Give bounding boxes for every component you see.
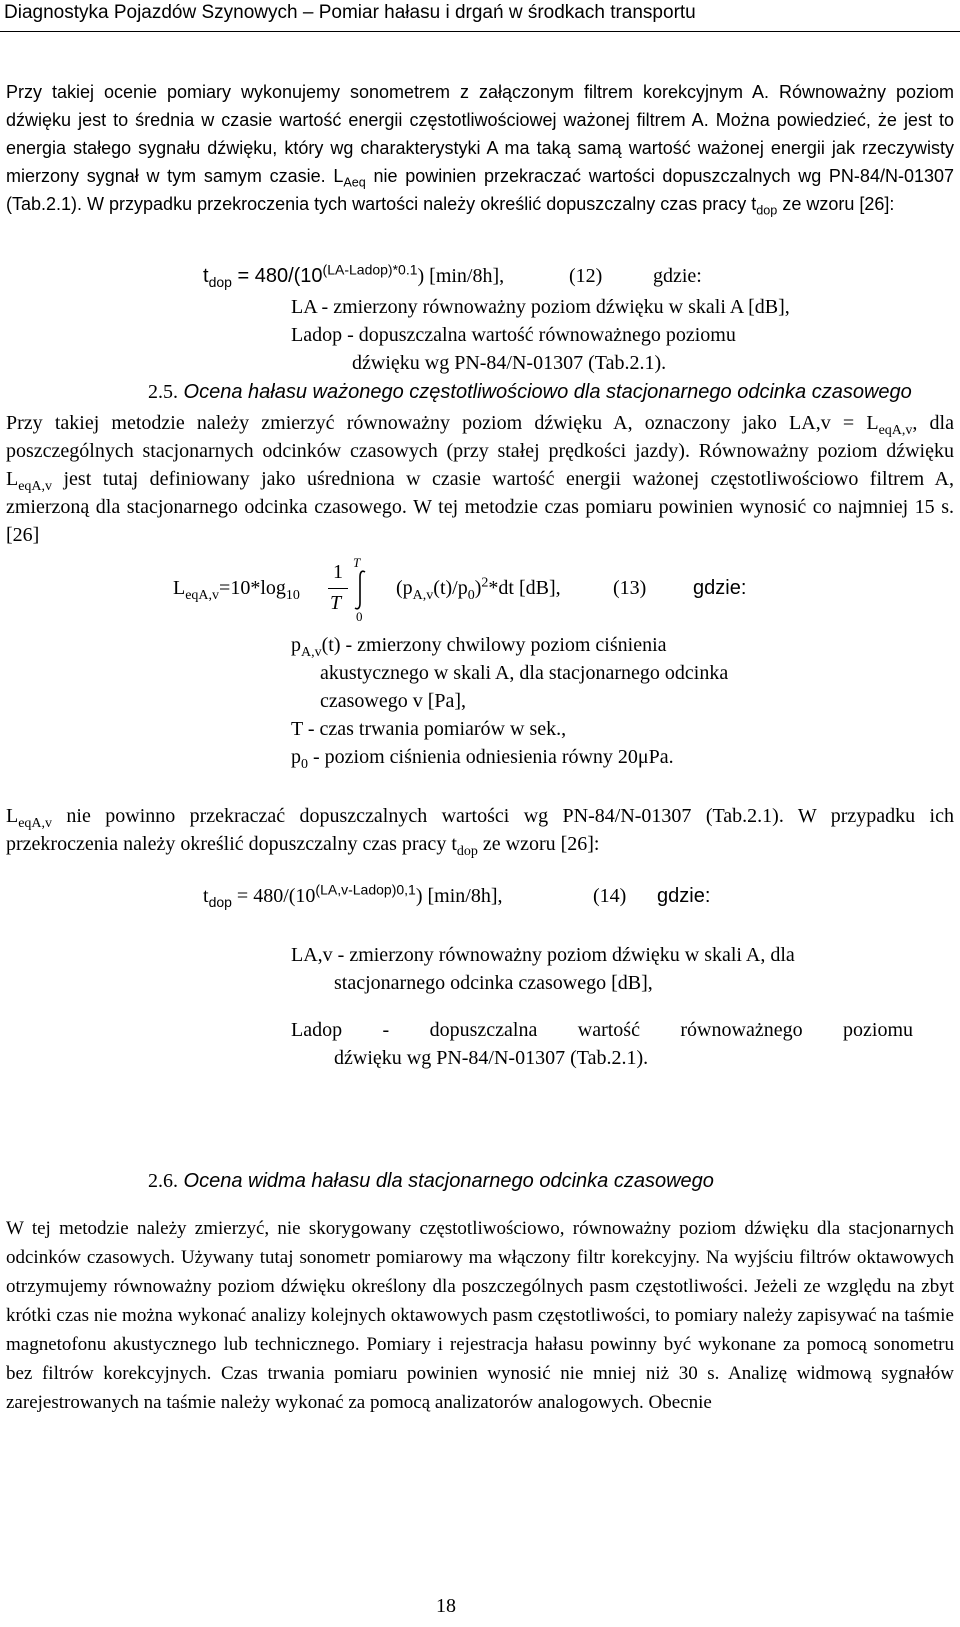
formula-13: $L_{eqA,v}=10*\log_{10}$ 1 T T 0 $(p_{A,v}(t)/p_0)^2*dt$ [dB], (13) gdzie: (173, 555, 747, 624)
formula-12: $t_{dop} = 480/(10^{(LA-Ladop)*0.1})$ [min/8h], (203, 261, 505, 290)
integral-lower: 0 (356, 609, 363, 624)
def-ladop: Ladop - dopuszczalna wartość równoważnego poziomu (291, 324, 736, 346)
integral-sign-icon (349, 569, 371, 611)
integral-upper: T (353, 555, 361, 570)
formula-13-number: (13) (613, 577, 647, 599)
fraction-denominator: T (330, 592, 342, 614)
def-lav: LA,v - zmierzony równoważny poziom dźwięku w skali A, dla (291, 944, 795, 966)
subscript: dop (756, 203, 778, 218)
def-p-av: $p_{A,v}(t)$ - zmierzony chwilowy poziom ciśnienia (291, 634, 667, 660)
def-ladop-14-cont: dźwięku wg PN-84/N-01307 (Tab.2.1). (334, 1047, 649, 1069)
paragraph-text: nie powinien przekraczać wartości dopuszczalnych wg PN-84/N-01307 (Tab.2.1). W przypadku przekroczenia tych wartości należy określić dopuszczalny czas pracy t (6, 166, 954, 214)
section-heading-2-6: 2.6. Ocena widma hałasu dla stacjonarnego odcinka czasowego (148, 1170, 714, 1192)
paragraph-text: ze wzoru [26]: (777, 194, 895, 214)
def-ladop-14: Ladop - dopuszczalna wartość równoważnego poziomu (291, 1019, 913, 1041)
paragraph-sonometer (6, 78, 954, 218)
def-ladop-cont: dźwięku wg PN-84/N-01307 (Tab.2.1). (352, 352, 667, 374)
formula-14-where: gdzie: (657, 885, 711, 907)
def-p-av-cont-2: czasowego v [Pa], (320, 690, 467, 712)
running-header: Diagnostyka Pojazdów Szynowych – Pomiar hałasu i drgań w środkach transportu (4, 2, 696, 23)
formula-12-where: gdzie: (653, 265, 702, 287)
paragraph-leqav: $L_{eqA,v}$ nie powinno przekraczać dopuszczalnych wartości wg PN-84/N-01307 (Tab.2.1). W przypadku ich przekroczenia należy określić dopuszczalny czas pracy $t_{dop}$ ze wzoru [26]: (6, 805, 954, 859)
fraction-numerator: 1 (333, 561, 343, 583)
def-t: T - czas trwania pomiarów w sek., (291, 718, 567, 740)
def-la: LA - zmierzony równoważny poziom dźwięku w skali A [dB], (291, 296, 790, 318)
header-rule (0, 31, 960, 32)
fraction-bar (328, 588, 348, 589)
integrand: $(p_{A,v}(t)/p_0)^2*dt$ [dB], (396, 575, 561, 603)
formula-14: $t_{dop} = 480/(10^{(LA,v-Ladop)0,1})$ [min/8h], (203, 881, 503, 910)
page-number: 18 (436, 1595, 456, 1617)
def-p-av-cont-1: akustycznego w skali A, dla stacjonarnego odcinka (320, 662, 729, 684)
def-lav-cont: stacjonarnego odcinka czasowego [dB], (334, 972, 653, 994)
paragraph-text: Przy takiej ocenie pomiary wykonujemy sonometrem z załączonym filtrem korekcyjnym A. Równoważny poziom dźwięku jest to średnia w czasie wartość energii częstotliwościowej ważonej filtrem A. Można powiedzieć, że jest to energia stałego sygnału dźwięku, który wg charakterystyki A ma taką samą wartość ważonej energii jak rzeczywisty mierzony sygnał w tym samym czasie. L (6, 82, 954, 186)
formula-14-number: (14) (593, 885, 627, 907)
paragraph-2-6: W tej metodzie należy zmierzyć, nie skorygowany częstotliwościowo, równoważny poziom dźwięku dla stacjonarnych odcinków czasowych. Używany tutaj sonometr pomiarowy ma włączony filtr korekcyjny. Na wyjściu filtrów oktawowych otrzymujemy równoważny poziom dźwięku określony dla poszczególnych pasm częstotliwości. Jeżeli ze względu na zbyt krótki czas nie można wykonać analizy kolejnych oktawowych pasm częstotliwości, to pomiary należy zapisywać na taśmie magnetofonu akustycznego lub technicznego. Pomiary i rejestracja hałasu powinny być wykonane za pomocą sonometru bez filtrów korekcyjnych. Czas trwania pomiaru powinien wynosić nie mniej niż 30 s. Analizę widmową sygnałów zarejestrowanych na taśmie należy wykonać za pomocą analizatorów analogowych. Obecnie (6, 1218, 954, 1413)
formula-12-number: (12) (569, 265, 603, 287)
section-heading-2-5: 2.5. Ocena hałasu ważonego częstotliwościowo dla stacjonarnego odcinka czasowego (148, 381, 912, 403)
paragraph-2-5: Przy takiej metodzie należy zmierzyć równoważny poziom dźwięku A, oznaczony jako $LA,v = L_{eqA,v}$, dla poszczególnych stacjonarnych odcinków czasowych (przy stałej prędkości jazdy). Równoważny poziom dźwięku $L_{eqA,v}$ jest tutaj definiowany jako uśredniona w czasie wartość energii ważonej częstotliwościowo filtrem A, zmierzoną dla stacjonarnego odcinka czasowego. W tej metodzie czas pomiaru powinien wynosić co najmniej 15 s. [26] (6, 412, 954, 546)
subscript: Aeq (343, 175, 366, 190)
def-p0: $p_0$ - poziom ciśnienia odniesienia równy 20μPa. (291, 746, 674, 772)
formula-13-where: gdzie: (693, 577, 747, 599)
